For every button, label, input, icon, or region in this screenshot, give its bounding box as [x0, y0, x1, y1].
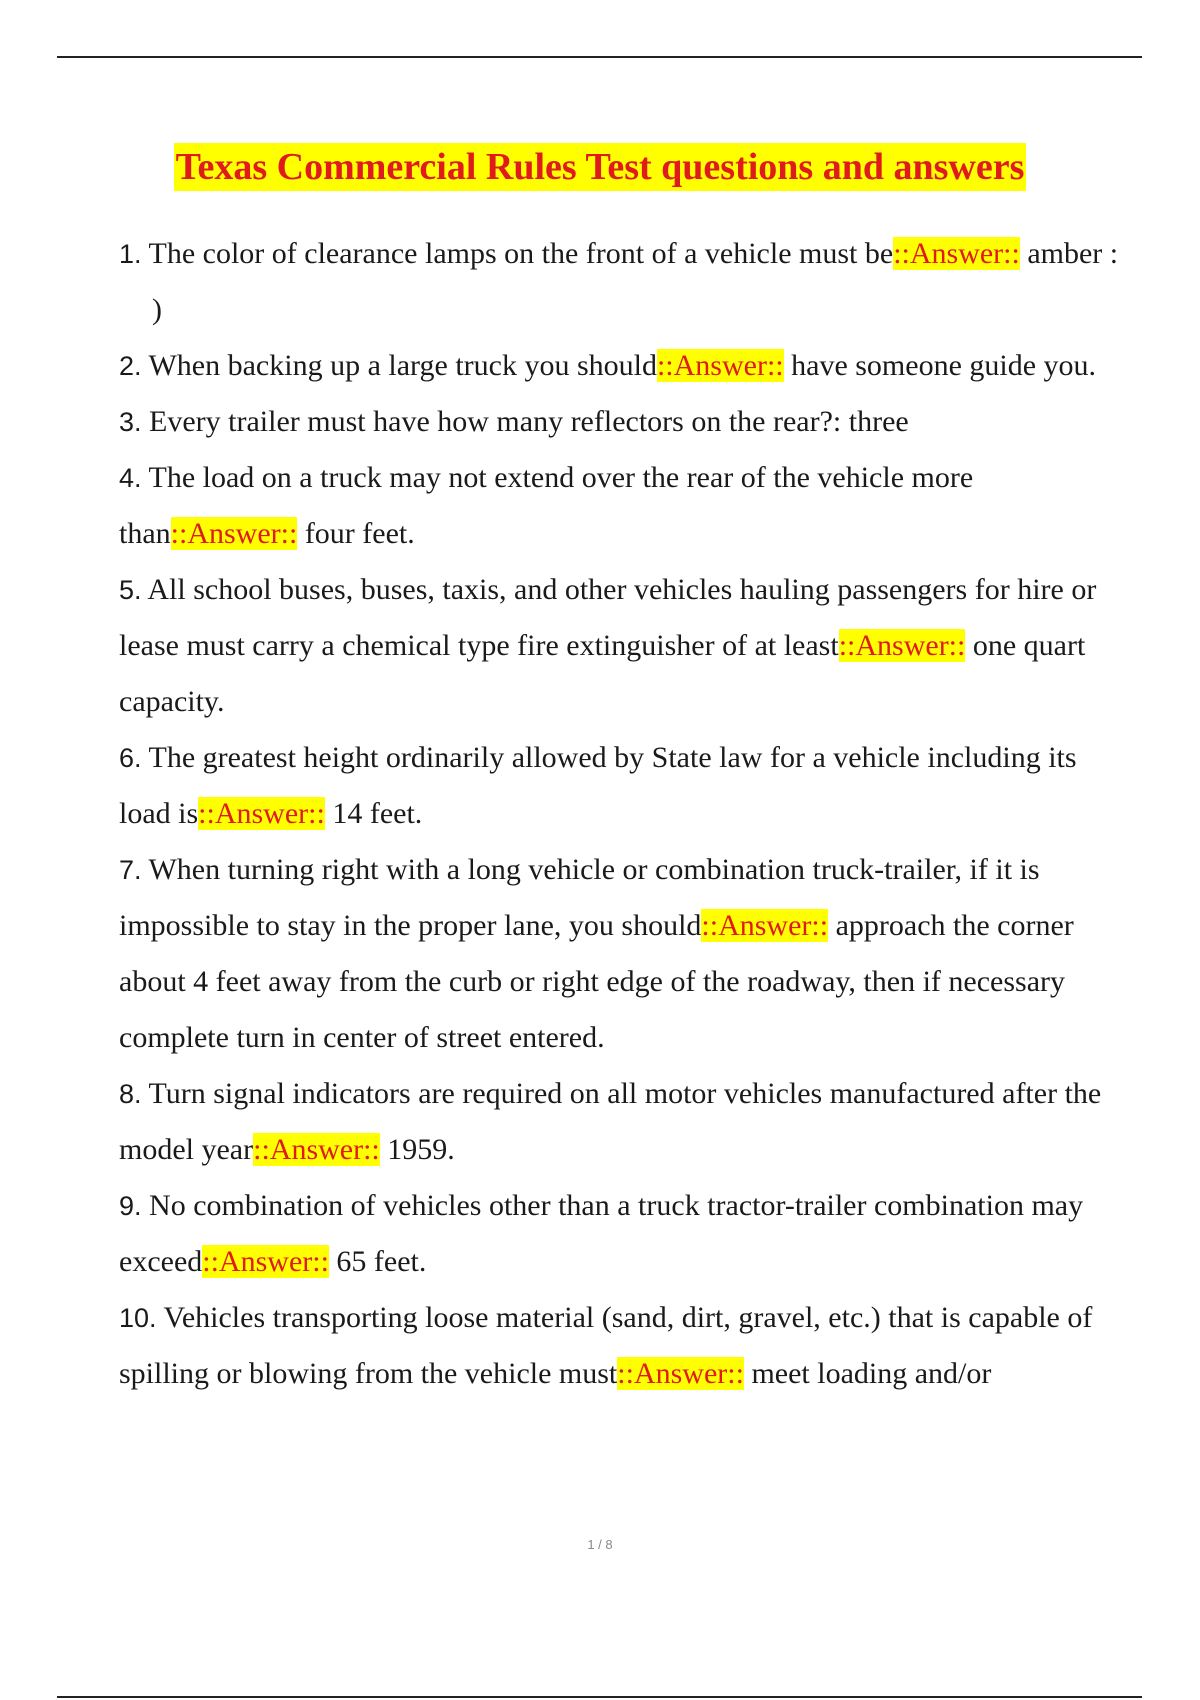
question-number: 6.	[119, 743, 142, 773]
answer-marker: ::Answer::	[893, 237, 1020, 270]
question-text: The load on a truck may not extend over the rear of the vehicle more than	[119, 461, 974, 550]
question-text: Every trailer must have how many reflectors on the rear?: three	[141, 405, 909, 438]
question-text: No combination of vehicles other than a truck tractor-trailer combination may exceed	[119, 1189, 1084, 1278]
page-number: 1 / 8	[587, 1537, 613, 1552]
question-number: 4.	[119, 463, 142, 493]
question-list	[119, 226, 1119, 1402]
question-number: 9.	[119, 1191, 142, 1221]
bottom-rule	[57, 1696, 1142, 1698]
question-number: 8.	[119, 1079, 142, 1109]
answer-marker: ::Answer::	[701, 909, 829, 942]
answer-text: amber : )	[152, 237, 1119, 326]
question-text: All school buses, buses, taxis, and other vehicles hauling passengers for hire or lease must carry a chemical type fire extinguisher of at least	[119, 573, 1097, 662]
question-item	[119, 1066, 1119, 1178]
answer-marker: ::Answer::	[253, 1133, 380, 1166]
answer-marker: ::Answer::	[838, 629, 966, 662]
answer-text: 14 feet.	[324, 797, 423, 830]
question-text: The color of clearance lamps on the front of a vehicle must be	[141, 237, 894, 270]
answer-text: meet loading and/or	[743, 1357, 992, 1390]
question-number: 3.	[119, 407, 142, 437]
question-item	[119, 562, 1119, 730]
answer-text: approach the corner about 4 feet away from the curb or right edge of the roadway, then if necessary complete turn in center of street entered.	[119, 909, 1074, 1054]
answer-marker: ::Answer::	[656, 349, 784, 382]
question-number: 10.	[119, 1303, 157, 1333]
document-title: Texas Commercial Rules Test questions and answers	[174, 143, 1027, 191]
question-number: 5.	[119, 575, 142, 605]
answer-marker: ::Answer::	[198, 797, 325, 830]
question-item	[119, 338, 1119, 394]
question-text: Turn signal indicators are required on all motor vehicles manufactured after the model year	[119, 1077, 1102, 1166]
answer-text: 65 feet.	[328, 1245, 427, 1278]
answer-marker: ::Answer::	[202, 1245, 329, 1278]
question-number: 2.	[119, 351, 142, 381]
question-text: Vehicles transporting loose material (sand, dirt, gravel, etc.) that is capable of spilling or blowing from the vehicle must	[119, 1301, 1093, 1390]
answer-text: 1959.	[379, 1133, 455, 1166]
question-item	[119, 394, 1119, 450]
answer-text: four feet.	[297, 517, 415, 550]
answer-marker: ::Answer::	[170, 517, 298, 550]
question-item	[119, 842, 1119, 1066]
answer-marker: ::Answer::	[617, 1357, 744, 1390]
title-block	[0, 143, 1200, 191]
question-item	[119, 1290, 1119, 1402]
question-number: 7.	[119, 855, 142, 885]
question-text: When backing up a large truck you should	[141, 349, 657, 382]
question-number: 1.	[119, 239, 142, 269]
question-item	[119, 730, 1119, 842]
top-rule	[57, 56, 1142, 58]
question-text: When turning right with a long vehicle or combination truck-trailer, if it is impossible to stay in the proper lane, you should	[119, 853, 1040, 942]
question-item	[119, 450, 1119, 562]
question-item	[119, 1178, 1119, 1290]
answer-text: have someone guide you.	[783, 349, 1097, 382]
question-item	[119, 226, 1119, 338]
answer-text: one quart capacity.	[119, 629, 1086, 718]
question-text: The greatest height ordinarily allowed by State law for a vehicle including its load is	[119, 741, 1077, 830]
